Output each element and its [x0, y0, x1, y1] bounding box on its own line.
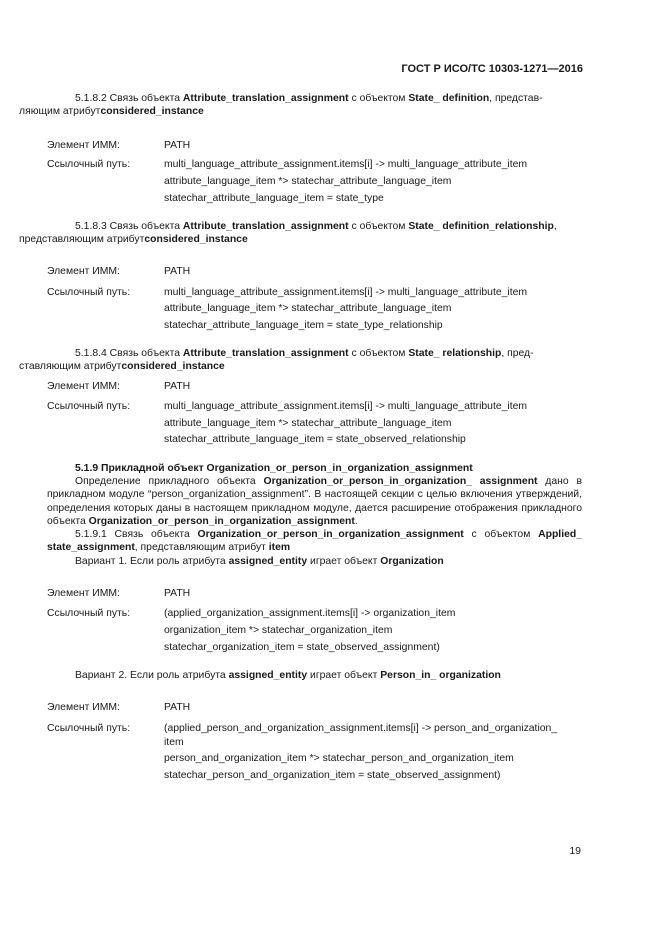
- section-5-1-9-1-text: 5.1.9.1 Связь объекта Organization_or_person_in_organization_assignment с объектом Applied_ state_assignment, представляющим атрибут item: [47, 529, 582, 554]
- document-header: ГОСТ Р ИСО/ТС 10303-1271—2016: [401, 63, 583, 75]
- path-line: statechar_attribute_language_item = state_observed_relationship: [164, 434, 466, 445]
- path-label: Ссылочный путь:: [47, 723, 131, 734]
- section-5-1-8-4-text: 5.1.8.4 Связь объекта Attribute_translation_assignment с объектом State_ relationship, пред- ставляющим атрибутconsidered_instance: [19, 348, 534, 373]
- element-label: Элемент ИММ:: [47, 140, 120, 151]
- path-line: (applied_organization_assignment.items[i] -> organization_item: [164, 608, 456, 619]
- path-line: organization_item *> statechar_organization_item: [164, 625, 393, 636]
- element-label: Элемент ИММ:: [47, 588, 120, 599]
- variant-2-text: Вариант 2. Если роль атрибута assigned_entity играет объект Person_in_ organization: [75, 670, 501, 681]
- path-label: Ссылочный путь:: [47, 401, 131, 412]
- element-value: PATH: [164, 702, 191, 713]
- path-line: multi_language_attribute_assignment.items[i] -> multi_language_attribute_item: [164, 159, 528, 170]
- path-line: statechar_organization_item = state_observed_assignment): [164, 642, 440, 653]
- path-line: multi_language_attribute_assignment.items[i] -> multi_language_attribute_item: [164, 287, 528, 298]
- element-value: PATH: [164, 140, 191, 151]
- element-value: PATH: [164, 588, 191, 599]
- element-value: PATH: [164, 381, 191, 392]
- section-5-1-9-heading: 5.1.9 Прикладной объект Organization_or_person_in_organization_assignment: [75, 463, 473, 474]
- section-5-1-8-2-text: 5.1.8.2 Связь объекта Attribute_translation_assignment с объектом State_ definition, представ- ляющим атрибутconsidered_instance: [19, 93, 543, 118]
- path-label: Ссылочный путь:: [47, 608, 131, 619]
- page-number: 19: [569, 845, 581, 857]
- path-label: Ссылочный путь:: [47, 159, 131, 170]
- path-line: attribute_language_item *> statechar_attribute_language_item: [164, 303, 452, 314]
- path-line: multi_language_attribute_assignment.items[i] -> multi_language_attribute_item: [164, 401, 528, 412]
- path-line: statechar_attribute_language_item = state_type: [164, 193, 384, 204]
- section-5-1-8-3-text: 5.1.8.3 Связь объекта Attribute_translation_assignment с объектом State_ definition_relationship, представляющим атрибутconsidered_instance: [19, 221, 557, 246]
- element-value: PATH: [164, 266, 191, 277]
- element-label: Элемент ИММ:: [47, 702, 120, 713]
- path-line: (applied_person_and_organization_assignment.items[i] -> person_and_organization_: [164, 723, 558, 734]
- path-line: attribute_language_item *> statechar_attribute_language_item: [164, 418, 452, 429]
- path-line: statechar_person_and_organization_item = state_observed_assignment): [164, 770, 501, 781]
- element-label: Элемент ИММ:: [47, 381, 120, 392]
- variant-1-text: Вариант 1. Если роль атрибута assigned_entity играет объект Organization: [75, 556, 444, 567]
- path-label: Ссылочный путь:: [47, 287, 131, 298]
- path-line: attribute_language_item *> statechar_attribute_language_item: [164, 176, 452, 187]
- element-label: Элемент ИММ:: [47, 266, 120, 277]
- path-line: statechar_attribute_language_item = state_type_relationship: [164, 320, 443, 331]
- path-line: person_and_organization_item *> statechar_person_and_organization_item: [164, 753, 514, 764]
- section-5-1-9-text: Определение прикладного объекта Organization_or_person_in_organization_ assignment дано в прикладном модуле “person_organization_assignment”. В настоящей секции с целью включения утверждений, определения которых даны в настоящем прикладном модуле, дается расширение отображения прикладного объекта Organization_or_person_in_organization_assignment.: [47, 476, 583, 527]
- path-line: item: [164, 737, 184, 748]
